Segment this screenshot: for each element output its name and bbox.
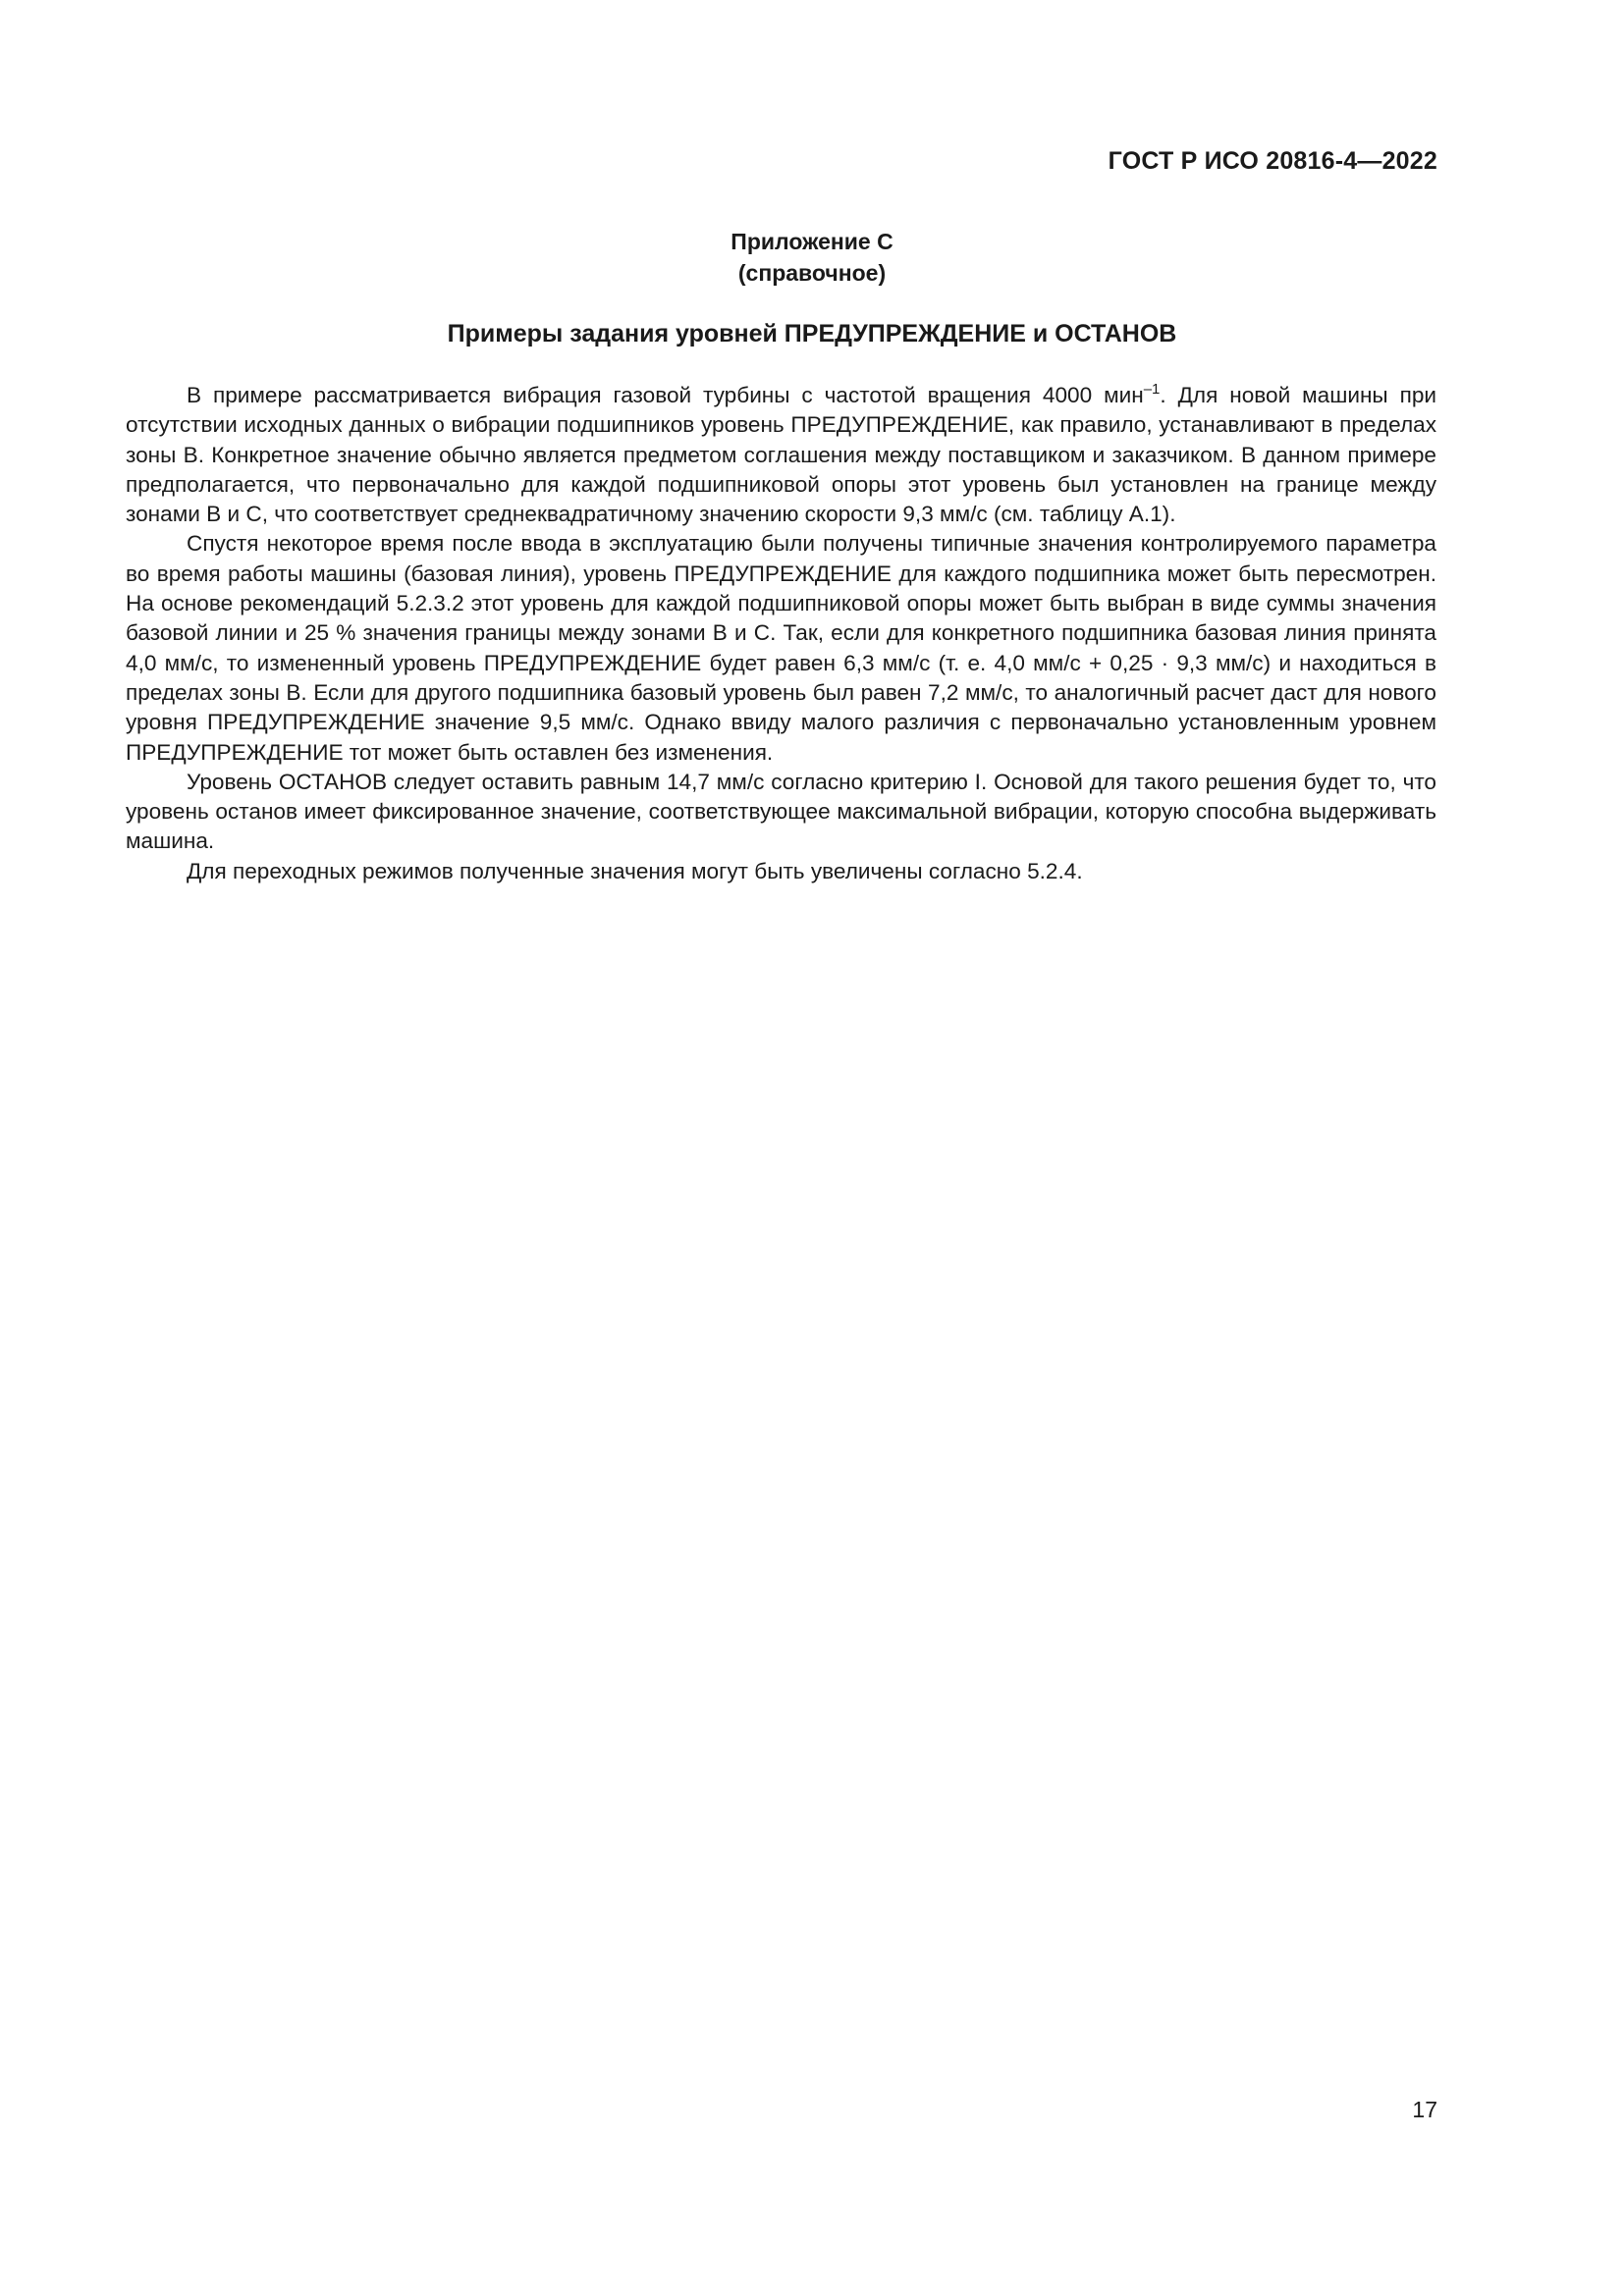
unit-exponent: –1 [1143, 381, 1161, 398]
paragraph-1 [126, 381, 1436, 529]
paragraph-3: Уровень ОСТАНОВ следует оставить равным 14,7 мм/с согласно критерию I. Основой для такого решения будет то, что уровень останов имеет фиксированное значение, соответствующее максимальной вибрации, которую способна выдерживать машина. [126, 769, 1436, 854]
page-title: Примеры задания уровней ПРЕДУПРЕЖДЕНИЕ и ОСТАНОВ [447, 320, 1177, 347]
annex-status: (справочное) [737, 260, 887, 286]
paragraph-2: Спустя некоторое время после ввода в эксплуатацию были получены типичные значения контролируемого параметра во время работы машины (базовая линия), уровень ПРЕДУПРЕЖДЕНИЕ для каждого подшипника может быть пересмотрен. На основе рекомендаций 5.2.3.2 этот уровень для каждой подшипниковой опоры может быть выбран в виде суммы значения базовой линии и 25 % значения границы между зонами В и С. Так, если для конкретного подшипника базовая линия принята 4,0 мм/с, то измененный уровень ПРЕДУПРЕЖДЕНИЕ будет равен 6,3 мм/с (т. е. 4,0 мм/с + 0,25 · 9,3 мм/с) и находиться в пределах зоны В. Если для другого подшипника базовый уровень был равен 7,2 мм/с, то аналогичный расчет даст для нового уровня ПРЕДУПРЕЖДЕНИЕ значение 9,5 мм/с. Однако ввиду малого различия с первоначально установленным уровнем ПРЕДУПРЕЖДЕНИЕ тот может быть оставлен без изменения. [126, 531, 1436, 765]
paragraph-4: Для переходных режимов полученные значения могут быть увеличены согласно 5.2.4. [187, 858, 1083, 883]
page-number: 17 [1412, 2097, 1437, 2122]
document-code-header: ГОСТ Р ИСО 20816-4—2022 [1108, 147, 1437, 175]
annex-heading [0, 226, 1624, 289]
body-text [126, 381, 1436, 886]
paragraph-1-text-end: . Для новой машины при отсутствии исходных данных о вибрации подшипников уровень ПРЕДУПРЕЖДЕНИЕ, как правило, устанавливают в пределах зоны В. Конкретное значение обычно является предметом соглашения между поставщиком и заказчиком. В данном примере предполагается, что первоначально для каждой подшипниковой опоры этот уровень был установлен на границе между зонами В и С, что соответствует среднеквадратичному значению скорости 9,3 мм/с (см. таблицу А.1). [126, 383, 1436, 527]
paragraph-1-text-start: В примере рассматривается вибрация газовой турбины с частотой вращения 4000 мин [187, 383, 1144, 407]
annex-label: Приложение С [731, 229, 893, 254]
